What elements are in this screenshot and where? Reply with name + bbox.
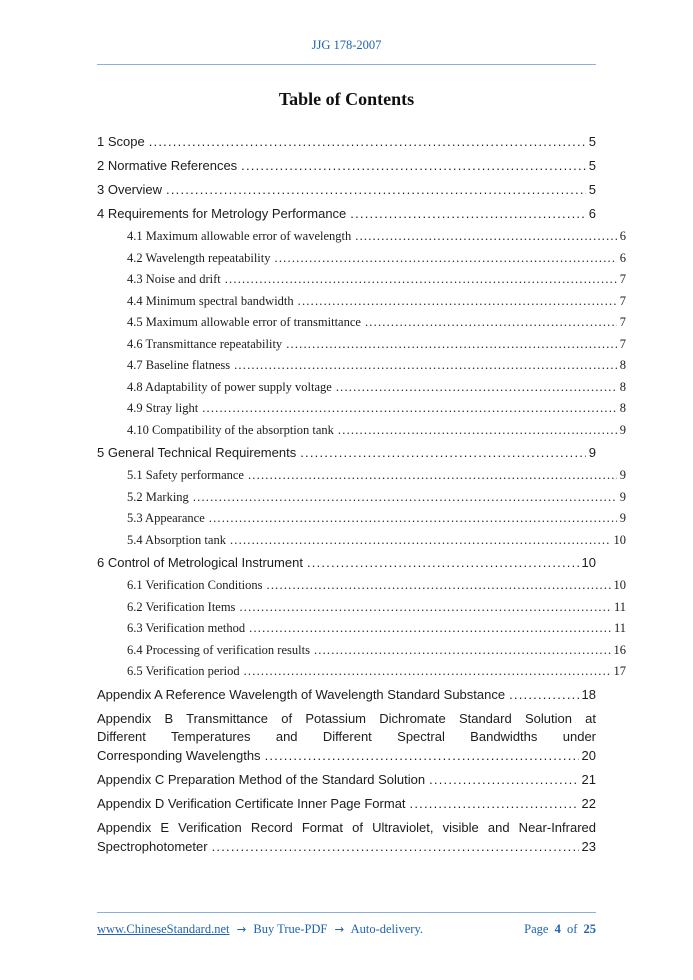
toc-entry-label: 5.4 Absorption tank	[127, 532, 226, 547]
toc-entry-label: 1 Scope	[97, 134, 145, 149]
toc-entry-label: 4.9 Stray light	[127, 401, 199, 415]
toc-entry-page: 5	[588, 158, 596, 173]
toc-entry	[97, 597, 626, 619]
toc-entry-page: 6	[588, 206, 596, 221]
toc-entry-row	[127, 355, 626, 377]
toc-entry-label: 6.2 Verification Items	[127, 599, 236, 614]
toc-entry	[97, 291, 626, 313]
toc-entry-page: 21	[581, 772, 596, 787]
toc-list	[97, 130, 626, 859]
footer-left	[97, 920, 427, 938]
toc-entry	[97, 178, 596, 202]
toc-entry	[97, 551, 596, 575]
toc-dot-leader	[307, 551, 579, 575]
toc-entry-label: 5.3 Appearance	[127, 511, 205, 525]
toc-entry-label: Appendix C Preparation Method of the Standard Solution	[97, 772, 426, 787]
toc-entry	[97, 226, 626, 248]
toc-entry-row	[127, 487, 626, 509]
footer-buy-text: Buy True-PDF	[253, 922, 328, 936]
toc-entry	[97, 355, 626, 377]
footer-of-word: of	[566, 922, 578, 936]
toc-entry-row	[127, 377, 626, 399]
toc-entry-row	[127, 508, 626, 530]
toc-dot-leader	[265, 747, 579, 766]
header-rule	[97, 64, 596, 65]
toc-entry-label: 6 Control of Metrological Instrument	[97, 555, 303, 570]
toc-entry-page: 10	[613, 532, 626, 547]
toc-entry-row	[97, 838, 596, 857]
toc-entry-label: 4.7 Baseline flatness	[127, 358, 231, 372]
toc-entry-page: 11	[613, 599, 626, 614]
toc-entry-row	[97, 130, 596, 154]
toc-entry-row	[127, 334, 626, 356]
toc-entry-page: 6	[619, 250, 626, 265]
toc-entry-line: Appendix B Transmittance of Potassium Dichromate Standard Solution at	[97, 710, 596, 726]
toc-dot-leader	[314, 640, 611, 662]
toc-entry-label: 6.4 Processing of verification results	[127, 642, 310, 657]
footer-page-indicator	[521, 920, 596, 938]
toc-entry-row	[97, 441, 596, 465]
toc-dot-leader	[249, 618, 611, 640]
toc-dot-leader	[230, 530, 611, 552]
toc-entry-row	[97, 792, 596, 816]
toc-entry-label: 4.3 Noise and drift	[127, 272, 221, 286]
document-header	[97, 0, 596, 65]
toc-entry-row	[127, 661, 626, 683]
toc-entry-label: 5 General Technical Requirements	[97, 445, 297, 460]
toc-entry-row	[127, 269, 626, 291]
toc-entry-page: 22	[581, 796, 596, 811]
footer-website-link[interactable]: www.ChineseStandard.net	[97, 922, 230, 936]
toc-entry-row	[127, 291, 626, 313]
toc-entry-page: 9	[619, 489, 626, 504]
toc-entry	[97, 130, 596, 154]
toc-dot-leader	[350, 202, 585, 226]
toc-entry-label: 4.10 Compatibility of the absorption tank	[127, 422, 334, 437]
toc-entry-label: 5.1 Safety performance	[127, 468, 244, 482]
toc-entry-label: 4.2 Wavelength repeatability	[127, 250, 271, 265]
toc-entry	[97, 202, 596, 226]
toc-dot-leader	[338, 420, 617, 442]
toc-entry-row	[97, 768, 596, 792]
toc-entry-page: 9	[588, 445, 596, 460]
toc-dot-leader	[267, 575, 611, 597]
doc-number: JJG 178-2007	[311, 38, 382, 52]
toc-entry-label: 3 Overview	[97, 182, 163, 197]
toc-dot-leader	[298, 291, 617, 313]
toc-dot-leader	[234, 355, 617, 377]
toc-entry-row	[127, 226, 626, 248]
toc-entry-page: 9	[619, 511, 626, 525]
arrow-icon: →	[236, 922, 247, 936]
toc-entry-page: 11	[613, 621, 626, 635]
toc-entry-row	[97, 747, 596, 766]
toc-dot-leader	[365, 312, 617, 334]
toc-entry-row	[127, 530, 626, 552]
toc-entry-row	[127, 597, 626, 619]
toc-entry-row	[127, 575, 626, 597]
toc-dot-leader	[429, 768, 578, 792]
toc-entry	[97, 816, 596, 859]
toc-dot-leader	[355, 226, 617, 248]
footer-total-pages: 25	[583, 922, 596, 936]
toc-entry	[97, 618, 626, 640]
toc-entry	[97, 465, 626, 487]
toc-dot-leader	[248, 465, 617, 487]
toc-entry	[97, 508, 626, 530]
toc-entry-row	[127, 420, 626, 442]
toc-entry	[97, 334, 626, 356]
toc-entry-label: Spectrophotometer	[97, 838, 208, 854]
toc-entry-page: 16	[613, 642, 626, 657]
toc-entry-page: 9	[619, 422, 626, 437]
toc-dot-leader	[209, 508, 617, 530]
toc-entry-page: 7	[619, 315, 626, 329]
footer-delivery-text: Auto-delivery.	[350, 922, 424, 936]
toc-entry-row	[97, 683, 596, 707]
toc-dot-leader	[244, 661, 611, 683]
toc-entry-page: 5	[588, 134, 596, 149]
toc-entry	[97, 683, 596, 707]
toc-entry-label: 4.4 Minimum spectral bandwidth	[127, 293, 294, 308]
toc-entry	[97, 154, 596, 178]
toc-entry-row	[97, 178, 596, 202]
toc-entry-page: 8	[619, 379, 626, 394]
toc-entry-page: 23	[581, 838, 596, 854]
toc-entry	[97, 792, 596, 816]
footer-page-number: 4	[554, 922, 561, 936]
toc-entry-page: 7	[619, 272, 626, 286]
toc-entry-page: 5	[588, 182, 596, 197]
toc-entry	[97, 248, 626, 270]
toc-entry	[97, 398, 626, 420]
toc-dot-leader	[336, 377, 617, 399]
toc-dot-leader	[193, 487, 617, 509]
toc-dot-leader	[166, 178, 586, 202]
toc-entry-label: Appendix D Verification Certificate Inner Page Format	[97, 796, 406, 811]
toc-entry-label: 4.1 Maximum allowable error of wavelength	[127, 229, 352, 243]
toc-entry-row	[127, 312, 626, 334]
toc-entry-row	[127, 640, 626, 662]
toc-entry-page: 7	[619, 293, 626, 308]
toc-entry-page: 18	[581, 686, 596, 702]
footer-page-word: Page	[524, 922, 549, 936]
toc-entry-label: Corresponding Wavelengths	[97, 747, 261, 763]
toc-entry-label: Appendix A Reference Wavelength of Wavelength Standard Substance	[97, 686, 506, 702]
toc-entry-page: 10	[613, 578, 626, 592]
toc-entry-page: 9	[619, 468, 626, 482]
toc-entry-line: Different Temperatures and Different Spectral Bandwidths under	[97, 729, 596, 744]
toc-dot-leader	[241, 154, 586, 178]
toc-entry-label: 6.5 Verification period	[127, 664, 240, 678]
toc-entry-page: 10	[581, 555, 596, 570]
page-title: Table of Contents	[278, 89, 415, 109]
toc-entry	[97, 530, 626, 552]
toc-entry-row	[127, 465, 626, 487]
toc-entry-page: 8	[619, 358, 626, 372]
toc-entry	[97, 269, 626, 291]
toc-entry-label: 6.3 Verification method	[127, 621, 246, 635]
toc-entry-line: Appendix E Verification Record Format of Ultraviolet, visible and Near-Infrared	[97, 820, 596, 835]
toc-entry	[97, 768, 596, 792]
toc-dot-leader	[410, 792, 579, 816]
toc-entry-label: 4.5 Maximum allowable error of transmittance	[127, 315, 361, 329]
toc-dot-leader	[275, 248, 617, 270]
toc-entry-row	[127, 248, 626, 270]
toc-entry	[97, 640, 626, 662]
toc-entry-label: 2 Normative References	[97, 158, 238, 173]
toc-dot-leader	[286, 334, 617, 356]
toc-entry-page: 20	[581, 747, 596, 763]
toc-entry	[97, 377, 626, 399]
toc-entry-row	[97, 202, 596, 226]
toc-entry	[97, 420, 626, 442]
toc-entry-page: 6	[619, 229, 626, 243]
toc-entry-page: 7	[619, 336, 626, 351]
toc-entry-row	[97, 154, 596, 178]
footer-rule	[97, 912, 596, 913]
toc-dot-leader	[509, 683, 578, 707]
toc-entry	[97, 312, 626, 334]
toc-entry-page: 8	[619, 401, 626, 415]
toc-entry-row	[97, 551, 596, 575]
toc-entry-page: 17	[613, 664, 626, 678]
document-footer	[97, 912, 596, 938]
toc-entry	[97, 441, 596, 465]
toc-entry-label: 6.1 Verification Conditions	[127, 578, 263, 592]
toc-dot-leader	[225, 269, 617, 291]
toc-dot-leader	[239, 597, 611, 619]
toc-dot-leader	[212, 838, 579, 857]
toc-entry-label: 5.2 Marking	[127, 489, 189, 504]
toc-entry-row	[127, 618, 626, 640]
toc-entry-label: 4.8 Adaptability of power supply voltage	[127, 379, 332, 394]
toc-entry-label: 4 Requirements for Metrology Performance	[97, 206, 347, 221]
toc-entry-row	[127, 398, 626, 420]
toc-entry	[97, 661, 626, 683]
toc-dot-leader	[149, 130, 586, 154]
toc-dot-leader	[202, 398, 617, 420]
toc-entry	[97, 707, 596, 769]
toc-dot-leader	[300, 441, 586, 465]
toc-entry	[97, 487, 626, 509]
arrow-icon: →	[334, 922, 345, 936]
toc-entry-label: 4.6 Transmittance repeatability	[127, 336, 283, 351]
toc-entry	[97, 575, 626, 597]
